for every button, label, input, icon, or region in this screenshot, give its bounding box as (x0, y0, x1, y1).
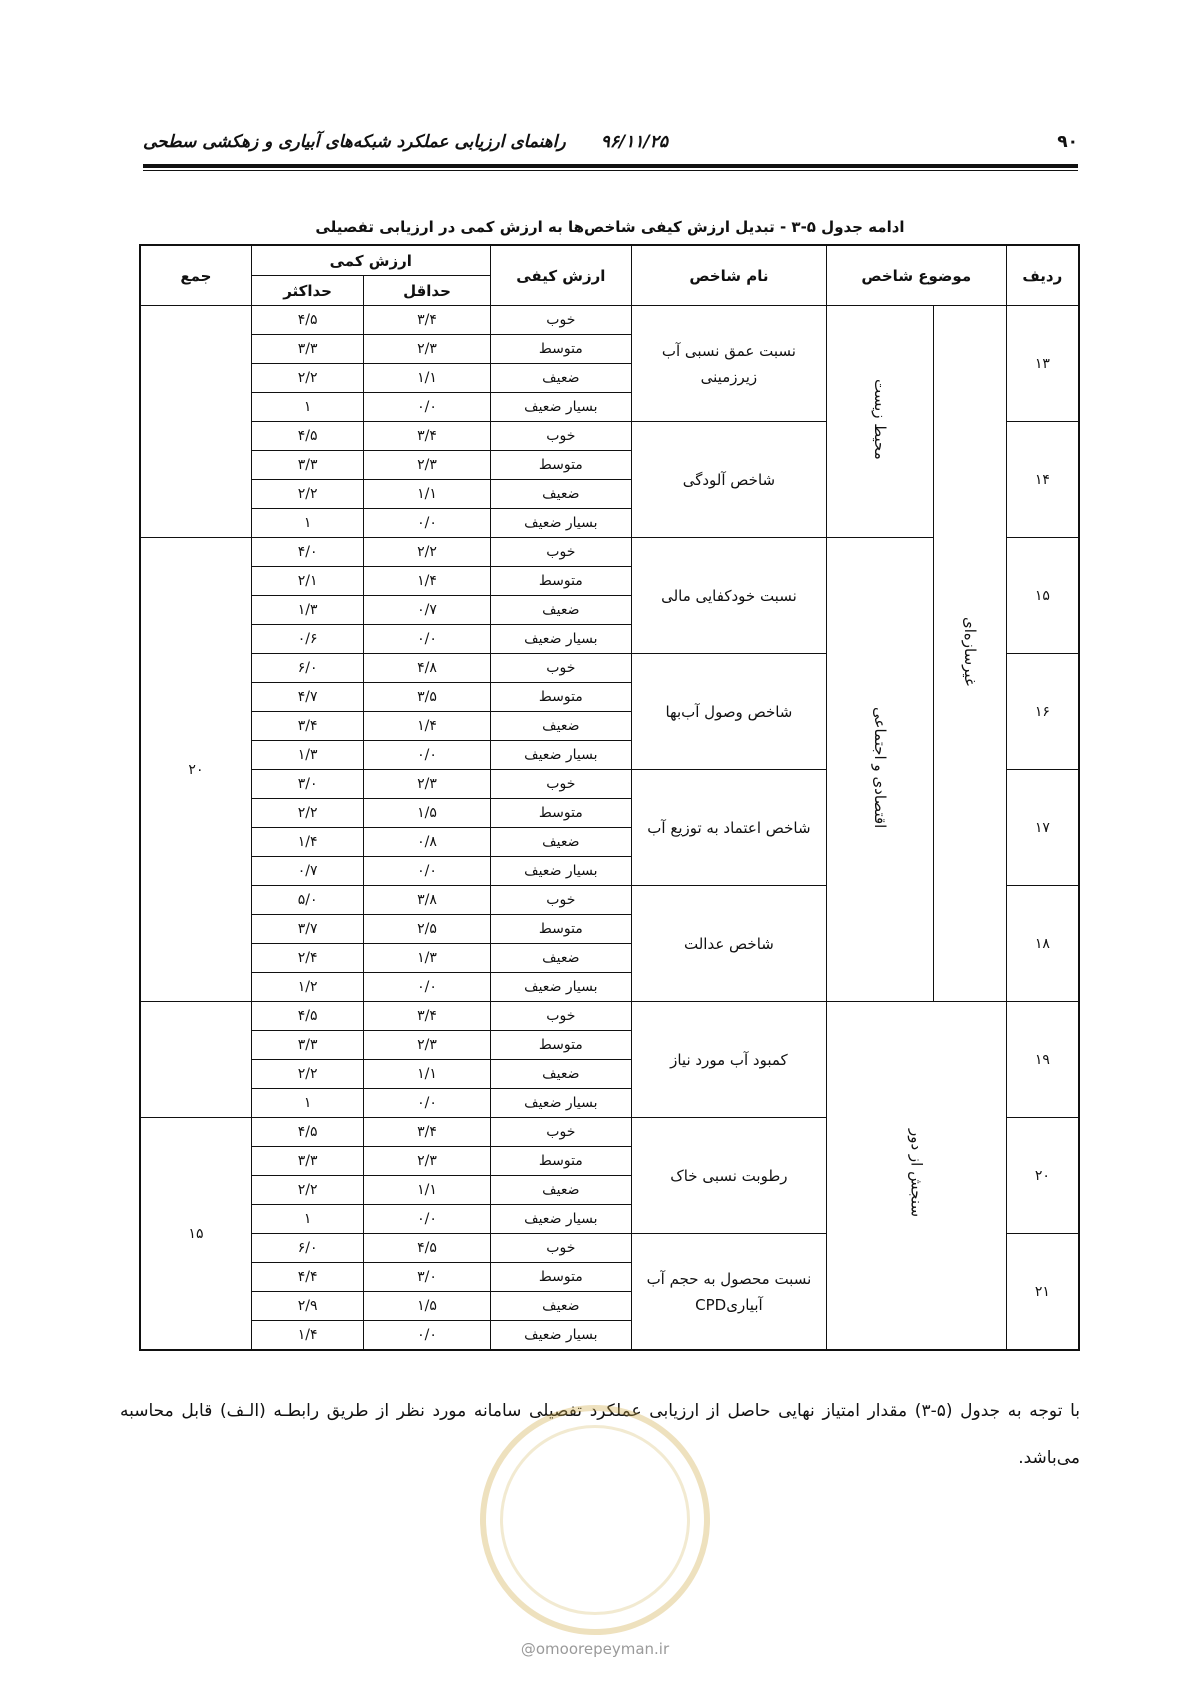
qualitative-value: بسیار ضعیف (490, 973, 631, 1002)
qualitative-value: خوب (490, 886, 631, 915)
max-value: ۲/۲ (251, 799, 363, 828)
header-topic: موضوع شاخص (826, 245, 1006, 306)
group-remote-sensing (826, 1002, 1006, 1351)
header-rule-thick (143, 164, 1078, 168)
header-rule-thin (143, 170, 1078, 171)
min-value: ۳/۴ (364, 422, 490, 451)
indicator-name: شاخص آلودگی (631, 422, 826, 538)
min-value: ۱/۵ (364, 1292, 490, 1321)
table-row (140, 1002, 1079, 1031)
qualitative-value: بسیار ضعیف (490, 1205, 631, 1234)
max-value: ۳/۳ (251, 1147, 363, 1176)
qualitative-value: بسیار ضعیف (490, 1089, 631, 1118)
max-value: ۱ (251, 393, 363, 422)
header-name: نام شاخص (631, 245, 826, 306)
max-value: ۱/۲ (251, 973, 363, 1002)
watermark-url: @omoorepeyman.ir (520, 1640, 670, 1658)
table-caption: ادامه جدول ۵-۳ - تبدیل ارزش کیفی شاخص‌ها به ارزش کمی در ارزیابی تفصیلی (315, 218, 905, 236)
qualitative-value: خوب (490, 306, 631, 335)
page-number: ۹۰ (1057, 132, 1078, 152)
max-value: ۴/۵ (251, 1002, 363, 1031)
max-value: ۵/۰ (251, 886, 363, 915)
min-value: ۲/۳ (364, 1031, 490, 1060)
watermark-seal-inner (500, 1425, 690, 1615)
max-value: ۲/۲ (251, 1176, 363, 1205)
group-label: اقتصادی و اجتماعی (870, 706, 889, 829)
qualitative-value: خوب (490, 1234, 631, 1263)
row-number: ۲۰ (1006, 1118, 1079, 1234)
min-value: ۰/۰ (364, 1205, 490, 1234)
min-value: ۰/۰ (364, 393, 490, 422)
max-value: ۲/۲ (251, 364, 363, 393)
qualitative-value: بسیار ضعیف (490, 741, 631, 770)
qualitative-value: متوسط (490, 915, 631, 944)
qualitative-value: متوسط (490, 451, 631, 480)
max-value: ۴/۵ (251, 422, 363, 451)
indicator-name: نسبت خودکفایی مالی (631, 538, 826, 654)
min-value: ۱/۱ (364, 364, 490, 393)
min-value: ۰/۰ (364, 857, 490, 886)
qualitative-value: بسیار ضعیف (490, 393, 631, 422)
max-value: ۳/۷ (251, 915, 363, 944)
min-value: ۳/۴ (364, 1002, 490, 1031)
qualitative-value: خوب (490, 654, 631, 683)
qualitative-value: ضعیف (490, 1176, 631, 1205)
qualitative-value: متوسط (490, 799, 631, 828)
min-value: ۰/۰ (364, 973, 490, 1002)
min-value: ۰/۸ (364, 828, 490, 857)
min-value: ۰/۷ (364, 596, 490, 625)
qualitative-value: متوسط (490, 1147, 631, 1176)
qualitative-value: خوب (490, 422, 631, 451)
header-min: حداقل (364, 276, 490, 306)
header-date: ۹۶/۱۱/۲۵ (600, 132, 668, 152)
max-value: ۴/۰ (251, 538, 363, 567)
max-value: ۳/۳ (251, 451, 363, 480)
min-value: ۲/۵ (364, 915, 490, 944)
max-value: ۲/۱ (251, 567, 363, 596)
qualitative-value: ضعیف (490, 1060, 631, 1089)
row-number: ۱۵ (1006, 538, 1079, 654)
total-cell (140, 1002, 251, 1118)
indicator-name: نسبت عمق نسبی آب زیرزمینی (631, 306, 826, 422)
row-number: ۲۱ (1006, 1234, 1079, 1351)
max-value: ۰/۷ (251, 857, 363, 886)
max-value: ۱/۴ (251, 828, 363, 857)
group-label: غیرسازه‌ای (960, 617, 979, 686)
min-value: ۲/۳ (364, 335, 490, 364)
qualitative-value: ضعیف (490, 364, 631, 393)
total-cell (140, 306, 251, 538)
indicator-table (139, 244, 1080, 1351)
indicator-name: شاخص اعتماد به توزیع آب (631, 770, 826, 886)
row-number: ۱۸ (1006, 886, 1079, 1002)
indicator-name: نسبت محصول به حجم آب آبیاریCPD (631, 1234, 826, 1351)
header-total: جمع (140, 245, 251, 306)
qualitative-value: خوب (490, 770, 631, 799)
max-value: ۴/۷ (251, 683, 363, 712)
max-value: ۳/۳ (251, 1031, 363, 1060)
row-number: ۱۳ (1006, 306, 1079, 422)
min-value: ۳/۰ (364, 1263, 490, 1292)
min-value: ۳/۵ (364, 683, 490, 712)
qualitative-value: خوب (490, 1002, 631, 1031)
max-value: ۲/۲ (251, 480, 363, 509)
max-value: ۴/۵ (251, 1118, 363, 1147)
body-paragraph: با توجه به جدول (۵-۳) مقدار امتیاز نهایی حاصل از ارزیابی عملکرد تفصیلی سامانه مورد نظر از طریق رابطـه (الـف) قابل محاسبه می‌باشد. (120, 1401, 1080, 1468)
group-socio-economic (826, 538, 933, 1002)
min-value: ۲/۳ (364, 770, 490, 799)
min-value: ۰/۰ (364, 1089, 490, 1118)
group-non-structural (933, 306, 1006, 1002)
min-value: ۱/۱ (364, 1176, 490, 1205)
qualitative-value: خوب (490, 1118, 631, 1147)
max-value: ۳/۳ (251, 335, 363, 364)
max-value: ۳/۰ (251, 770, 363, 799)
qualitative-value: ضعیف (490, 480, 631, 509)
total-cell: ۲۰ (140, 538, 251, 1002)
max-value: ۳/۴ (251, 712, 363, 741)
min-value: ۲/۳ (364, 451, 490, 480)
total-cell: ۱۵ (140, 1118, 251, 1351)
max-value: ۱ (251, 509, 363, 538)
header-max: حداکثر (251, 276, 363, 306)
max-value: ۱/۳ (251, 596, 363, 625)
qualitative-value: خوب (490, 538, 631, 567)
max-value: ۱/۴ (251, 1321, 363, 1351)
indicator-name: رطوبت نسبی خاک (631, 1118, 826, 1234)
qualitative-value: متوسط (490, 1263, 631, 1292)
row-number: ۱۷ (1006, 770, 1079, 886)
max-value: ۱ (251, 1205, 363, 1234)
min-value: ۳/۴ (364, 306, 490, 335)
table-row (140, 306, 1079, 335)
page-header (143, 128, 1078, 168)
max-value: ۶/۰ (251, 1234, 363, 1263)
min-value: ۴/۸ (364, 654, 490, 683)
min-value: ۱/۳ (364, 944, 490, 973)
min-value: ۰/۰ (364, 741, 490, 770)
qualitative-value: متوسط (490, 567, 631, 596)
row-number: ۱۹ (1006, 1002, 1079, 1118)
group-environment (826, 306, 933, 538)
group-label: سنجش از دور (907, 1129, 926, 1218)
max-value: ۱/۳ (251, 741, 363, 770)
indicator-name: شاخص وصول آب‌بها (631, 654, 826, 770)
min-value: ۱/۴ (364, 712, 490, 741)
qualitative-value: بسیار ضعیف (490, 857, 631, 886)
max-value: ۴/۴ (251, 1263, 363, 1292)
qualitative-value: ضعیف (490, 712, 631, 741)
max-value: ۲/۴ (251, 944, 363, 973)
max-value: ۴/۵ (251, 306, 363, 335)
indicator-name: شاخص عدالت (631, 886, 826, 1002)
qualitative-value: ضعیف (490, 944, 631, 973)
qualitative-value: ضعیف (490, 828, 631, 857)
header-quantitative: ارزش کمی (251, 245, 490, 276)
min-value: ۳/۴ (364, 1118, 490, 1147)
max-value: ۲/۹ (251, 1292, 363, 1321)
row-number: ۱۶ (1006, 654, 1079, 770)
qualitative-value: متوسط (490, 683, 631, 712)
qualitative-value: ضعیف (490, 596, 631, 625)
indicator-name: کمبود آب مورد نیاز (631, 1002, 826, 1118)
min-value: ۰/۰ (364, 625, 490, 654)
min-value: ۲/۳ (364, 1147, 490, 1176)
qualitative-value: متوسط (490, 335, 631, 364)
min-value: ۱/۱ (364, 480, 490, 509)
min-value: ۰/۰ (364, 509, 490, 538)
group-label: محیط زیست (870, 379, 889, 460)
min-value: ۳/۸ (364, 886, 490, 915)
row-number: ۱۴ (1006, 422, 1079, 538)
qualitative-value: متوسط (490, 1031, 631, 1060)
max-value: ۲/۲ (251, 1060, 363, 1089)
min-value: ۴/۵ (364, 1234, 490, 1263)
qualitative-value: بسیار ضعیف (490, 1321, 631, 1351)
qualitative-value: بسیار ضعیف (490, 509, 631, 538)
max-value: ۰/۶ (251, 625, 363, 654)
min-value: ۱/۱ (364, 1060, 490, 1089)
min-value: ۱/۵ (364, 799, 490, 828)
min-value: ۲/۲ (364, 538, 490, 567)
min-value: ۰/۰ (364, 1321, 490, 1351)
header-qualitative: ارزش کیفی (490, 245, 631, 306)
max-value: ۶/۰ (251, 654, 363, 683)
header-title: راهنمای ارزیابی عملکرد شبکه‌های آبیاری و زهکشی سطحی (143, 132, 566, 152)
max-value: ۱ (251, 1089, 363, 1118)
header-row-no: ردیف (1006, 245, 1079, 306)
min-value: ۱/۴ (364, 567, 490, 596)
qualitative-value: بسیار ضعیف (490, 625, 631, 654)
qualitative-value: ضعیف (490, 1292, 631, 1321)
